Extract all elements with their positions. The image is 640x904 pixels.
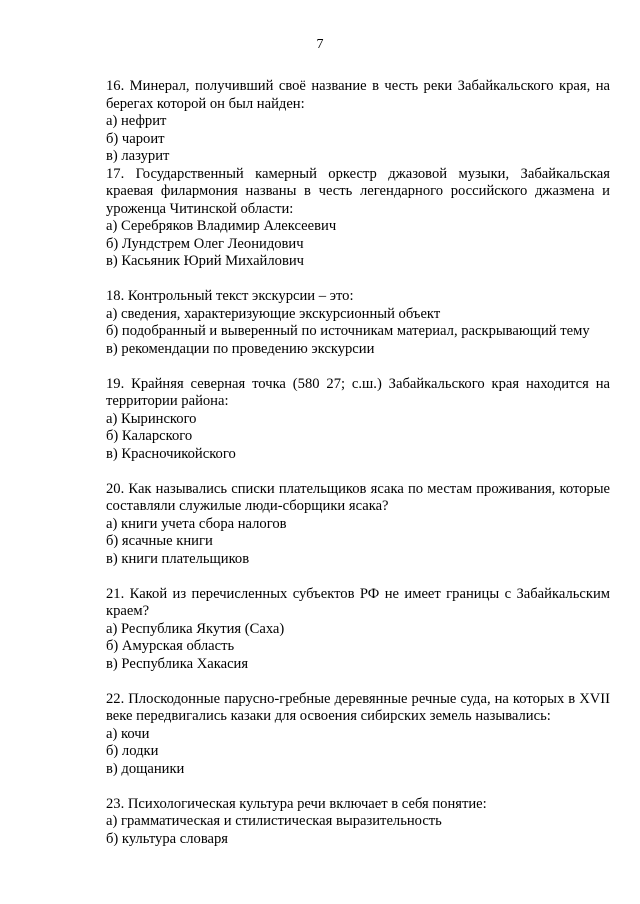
answer-option: б) подобранный и выверенный по источникам материал, раскрывающий тему	[106, 323, 590, 339]
question-16	[106, 78, 610, 166]
answer-option: в) дощаники	[106, 760, 185, 777]
question-19	[106, 376, 610, 464]
question-list	[106, 78, 610, 848]
page-number: 7	[316, 37, 324, 52]
question-18	[106, 288, 610, 358]
question-17	[106, 166, 610, 271]
question-text: 16. Минерал, получивший своё название в честь реки Забайкальского края, на берегах которой он был найден:	[106, 78, 610, 112]
answer-option: а) грамматическая и стилистическая выразительность	[106, 813, 442, 829]
answer-option: в) книги плательщиков	[106, 550, 250, 567]
answer-options	[106, 113, 610, 166]
answer-option: б) чароит	[106, 130, 165, 147]
answer-option: а) Республика Якутия (Саха)	[106, 620, 285, 637]
answer-option: б) ясачные книги	[106, 533, 213, 549]
answer-option: а) кочи	[106, 725, 150, 742]
answer-options	[106, 411, 610, 464]
answer-option: б) Амурская область	[106, 638, 235, 654]
question-text: 20. Как назывались списки плательщиков ясака по местам проживания, которые составляли служилые люди-сборщики ясака?	[106, 480, 610, 514]
answer-options	[106, 218, 610, 271]
question-text: 18. Контрольный текст экскурсии – это:	[106, 288, 354, 304]
answer-option: б) Каларского	[106, 428, 193, 444]
answer-option: в) рекомендации по проведению экскурсии	[106, 340, 375, 357]
answer-option: а) Кыринского	[106, 410, 197, 427]
question-text: 17. Государственный камерный оркестр джазовой музыки, Забайкальская краевая филармония названы в честь легендарного российского джазмена и уроженца Читинской области:	[106, 165, 610, 217]
question-22	[106, 691, 610, 779]
answer-option: б) культура словаря	[106, 830, 229, 847]
answer-options	[106, 516, 610, 569]
answer-option: а) нефрит	[106, 113, 167, 129]
question-23	[106, 796, 610, 849]
question-20	[106, 481, 610, 569]
answer-option: а) сведения, характеризующие экскурсионный объект	[106, 305, 441, 322]
answer-option: а) Серебряков Владимир Алексеевич	[106, 218, 337, 234]
question-21	[106, 586, 610, 674]
answer-option: б) Лундстрем Олег Леонидович	[106, 235, 304, 252]
answer-options	[106, 813, 610, 848]
question-text: 23. Психологическая культура речи включает в себя понятие:	[106, 795, 487, 812]
answer-option: б) лодки	[106, 743, 159, 759]
answer-option: в) Республика Хакасия	[106, 655, 249, 672]
answer-option: в) лазурит	[106, 148, 170, 164]
answer-option: в) Касьяник Юрий Михайлович	[106, 253, 304, 269]
answer-options	[106, 621, 610, 674]
answer-option: в) Красночикойского	[106, 445, 236, 462]
question-text: 19. Крайняя северная точка (580 27; с.ш.) Забайкальского края находится на территории района:	[106, 375, 610, 409]
answer-options	[106, 306, 610, 359]
question-text: 21. Какой из перечисленных субъектов РФ не имеет границы с Забайкальским краем?	[106, 585, 610, 619]
answer-options	[106, 726, 610, 779]
answer-option: а) книги учета сбора налогов	[106, 515, 287, 532]
question-text: 22. Плоскодонные парусно-гребные деревянные речные суда, на которых в XVII веке передвигались казаки для освоения сибирских земель назывались:	[106, 690, 610, 724]
